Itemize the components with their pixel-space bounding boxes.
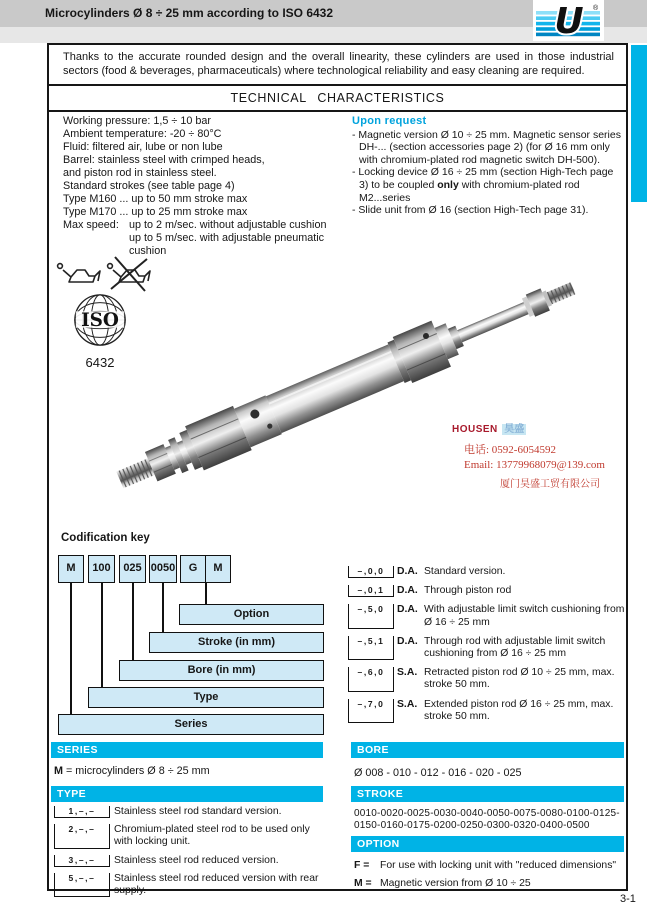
supplier-email: Email: 13779968079@139.com (464, 459, 605, 471)
spec-line: Fluid: filtered air, lube or non lube (63, 141, 223, 153)
code-box-series: M (58, 555, 84, 583)
intro-paragraph: Thanks to the accurate rounded design and the overall linearity, these cylinders are used in those industrial sectors (food & beverages, pharmaceuticals) where technological reliability and easy cleaning are required. (49, 45, 626, 86)
type-row (54, 824, 325, 848)
bore-values: Ø 008 - 010 - 012 - 016 - 020 - 025 (354, 767, 522, 779)
brand-logo (533, 0, 604, 41)
type-row (54, 873, 325, 897)
connector-line (162, 583, 164, 632)
spec-line: Barrel: stainless steel with crimped heads, (63, 154, 265, 166)
option-description: For use with locking unit with "reduced dimensions" (380, 860, 617, 871)
actuation-type: D.A. (397, 604, 418, 616)
code-box-stroke: 0050 (149, 555, 177, 583)
code-description: Through piston rod (424, 585, 512, 597)
stroke-section-header: STROKE (351, 786, 624, 802)
series-code: M (54, 765, 63, 777)
codification-key-title: Codification key (61, 532, 150, 544)
type-rows (54, 806, 325, 903)
code-chip: 1,–,– (54, 806, 110, 818)
option-code: F = (354, 860, 370, 871)
actuation-type: S.A. (397, 698, 418, 710)
bar-bore: Bore (in mm) (119, 660, 324, 681)
svg-text:U: U (554, 1, 584, 41)
brand-logo-icon (533, 0, 604, 41)
da-code-row (348, 667, 626, 691)
code-chip: –,5,0 (348, 604, 394, 628)
item-text: - Locking device Ø 16 ÷ 25 mm (section High-Tech page 3) to be coupled (352, 166, 614, 191)
section-side-tab (631, 45, 647, 202)
da-code-row (348, 566, 626, 578)
supplier-company: 厦门昊盛工贸有限公司 (500, 479, 600, 490)
code-chip: –,0,1 (348, 585, 394, 597)
connector-line (132, 583, 134, 660)
series-text: = microcylinders Ø 8 ÷ 25 mm (63, 765, 210, 777)
actuation-type: D.A. (397, 566, 418, 577)
supplier-phone: 电话: 0592-6054592 (464, 444, 556, 456)
upon-request-item (352, 166, 625, 204)
series-section-header: SERIES (51, 742, 323, 758)
da-code-row (348, 636, 626, 660)
code-chip: 3,–,– (54, 855, 110, 867)
code-chip: –,5,1 (348, 636, 394, 660)
code-description: Extended piston rod Ø 16 ÷ 25 mm, max. stroke 50 mm. (424, 698, 614, 722)
technical-characteristics-heading: TECHNICAL CHARACTERISTICS (49, 86, 626, 112)
max-speed-line: up to 5 m/sec. with adjustable pneumatic (129, 232, 325, 244)
code-chip: 2,–,– (54, 824, 110, 848)
actuation-type: S.A. (397, 667, 418, 679)
upon-request-block (352, 115, 625, 217)
option-section-header: OPTION (351, 836, 624, 852)
spec-line: Type M170 ... up to 25 mm stroke max (63, 206, 248, 218)
type-description: Stainless steel rod reduced version. (114, 854, 279, 866)
option-row (354, 878, 626, 890)
code-chip: –,0,0 (348, 566, 394, 578)
connector-line (70, 583, 72, 714)
option-rows (354, 860, 626, 896)
series-definition (54, 765, 210, 777)
option-description: Magnetic version from Ø 10 ÷ 25 (380, 878, 531, 890)
actuation-type: D.A. (397, 635, 418, 647)
upon-request-item: - Magnetic version Ø 10 ÷ 25 mm. Magnetic sensor series DH-... (section accessories page 2) (for Ø 16 mm only with chromium-plated rod magnetic switch DH-500). (352, 128, 621, 166)
spec-line: Ambient temperature: -20 ÷ 80°C (63, 128, 222, 140)
content-frame (47, 43, 628, 897)
page-number: 3-1 (620, 893, 636, 905)
supplier-brand-chinese: 昊盛 (504, 424, 525, 435)
da-code-row (348, 585, 626, 597)
spec-line: Working pressure: 1,5 ÷ 10 bar (63, 115, 211, 127)
stroke-values: 0010-0020-0025-0030-0040-0050-0075-0080-0100-0125-0150-0160-0175-0200-0250-0300-0320-0400-0500 (354, 808, 620, 831)
max-speed-line: cushion (129, 245, 167, 257)
type-section-header: TYPE (51, 786, 323, 802)
svg-text:®: ® (593, 5, 599, 12)
supplier-brand-name: HOUSEN (452, 424, 498, 435)
da-code-row (348, 604, 626, 628)
cylinder-photo (99, 257, 585, 534)
code-chip: –,6,0 (348, 667, 394, 691)
connector-line (101, 583, 103, 687)
spec-line: Type M160 ... up to 50 mm stroke max (63, 193, 248, 205)
code-box-type: 100 (88, 555, 115, 583)
technical-specs (63, 115, 353, 258)
max-speed-values (129, 219, 326, 258)
type-description: Chromium-plated steel rod to be used only with locking unit. (114, 824, 310, 848)
connector-line (205, 583, 207, 604)
code-box-bore: 025 (119, 555, 146, 583)
type-description: Stainless steel rod reduced version with rear supply. (114, 872, 319, 897)
code-chip: 5,–,– (54, 873, 110, 897)
max-speed-label: Max speed: (63, 219, 119, 231)
da-sa-code-list (348, 566, 626, 730)
spec-line: Standard strokes (see table page 4) (63, 180, 235, 192)
bar-series: Series (58, 714, 324, 735)
type-row (54, 806, 325, 818)
option-row (354, 860, 626, 872)
iso-number: 6432 (85, 355, 115, 370)
upon-request-item: - Slide unit from Ø 16 (section High-Tech page 31). (352, 204, 589, 217)
type-row (54, 855, 325, 867)
item-bold-text: only (437, 178, 459, 191)
type-description: Stainless steel rod standard version. (114, 806, 282, 817)
code-box-option2: M (205, 555, 231, 583)
item-text: with chromium-plated rod M2...series (359, 178, 580, 204)
code-chip: –,7,0 (348, 699, 394, 723)
bar-type: Type (88, 687, 324, 708)
option-code: M = (354, 878, 372, 890)
supplier-brand (452, 419, 632, 437)
supplier-watermark (452, 419, 632, 490)
code-description: Through rod with adjustable limit switch cushioning from Ø 16 ÷ 25 mm (424, 635, 606, 660)
code-description: Retracted piston rod Ø 10 ÷ 25 mm, max. stroke 50 mm. (424, 667, 615, 691)
page-title: Microcylinders Ø 8 ÷ 25 mm according to ISO 6432 (45, 6, 334, 20)
svg-text:ISO: ISO (81, 309, 119, 331)
bar-option: Option (179, 604, 324, 625)
max-speed-line: up to 2 m/sec. without adjustable cushion (129, 219, 327, 231)
spec-line: and piston rod in stainless steel. (63, 167, 217, 179)
code-description: Standard version. (424, 566, 506, 577)
upon-request-title: Upon request (352, 115, 427, 127)
bore-section-header: BORE (351, 742, 624, 758)
code-box-option1: G (180, 555, 206, 583)
code-description: With adjustable limit switch cushioning from Ø 16 ÷ 25 mm (424, 604, 625, 628)
bar-stroke: Stroke (in mm) (149, 632, 324, 653)
da-code-row (348, 699, 626, 723)
actuation-type: D.A. (397, 585, 418, 597)
